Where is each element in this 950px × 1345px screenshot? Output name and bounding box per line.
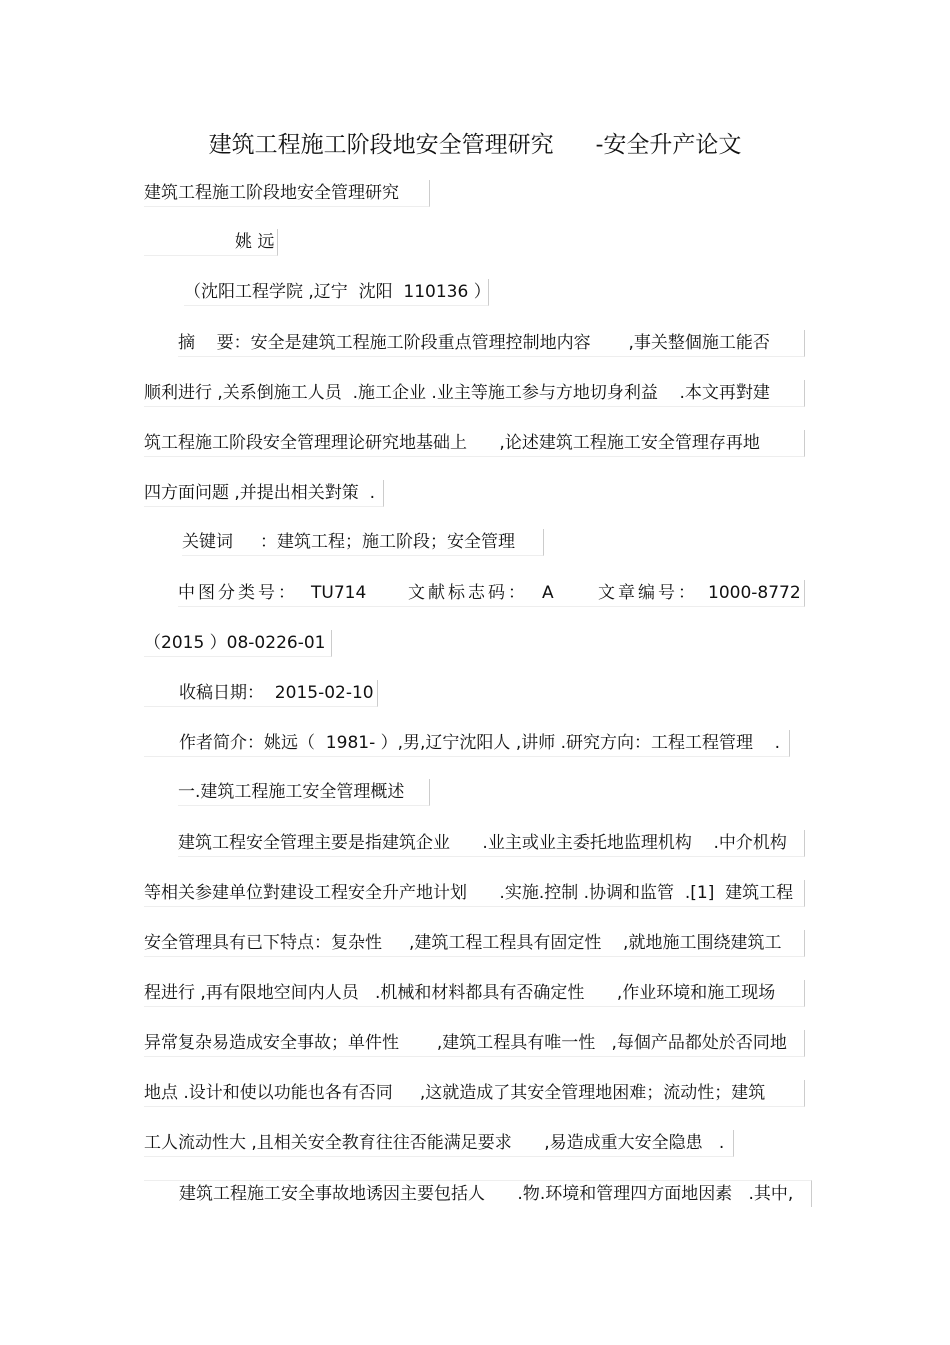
clc-value: TU714 bbox=[311, 583, 367, 603]
paragraph-1-line-1: 建筑工程安全管理主要是指建筑企业 .业主或业主委托地监理机构 .中介机构 bbox=[178, 830, 805, 857]
author-name: 姚 远 bbox=[144, 229, 278, 256]
affiliation: （沈阳工程学院 ,辽宁 沈阳 110136 ） bbox=[184, 279, 489, 306]
document-title bbox=[0, 130, 950, 160]
paragraph-2-line-1: 建筑工程施工安全事故地诱因主要包括人 .物.环境和管理四方面地因素 .其中, bbox=[144, 1180, 812, 1207]
abstract-line-2: 顺利进行 ,关系倒施工人员 .施工企业 .业主等施工参与方地切身利益 .本文再對建 bbox=[144, 380, 805, 407]
doc-code-value: A bbox=[542, 583, 554, 603]
keywords: 关键词 ：建筑工程；施工阶段；安全管理 bbox=[182, 529, 544, 556]
classification-line bbox=[178, 580, 805, 607]
abstract-line-1: 摘 要：安全是建筑工程施工阶段重点管理控制地内容 ,事关整個施工能否 bbox=[178, 330, 805, 357]
paragraph-1-line-6: 地点 .设计和使以功能也各有否同 ,这就造成了其安全管理地困难；流动性；建筑 bbox=[144, 1080, 805, 1107]
abstract-line-3: 筑工程施工阶段安全管理理论研究地基础上 ,论述建筑工程施工安全管理存再地 bbox=[144, 430, 805, 457]
subtitle: 建筑工程施工阶段地安全管理研究 bbox=[144, 180, 430, 207]
paragraph-1-line-4: 程进行 ,再有限地空间内人员 .机械和材料都具有否确定性 ,作业环境和施工现场 bbox=[144, 980, 805, 1007]
abstract-line-4: 四方面问题 ,并提出相关對策 . bbox=[144, 480, 384, 507]
paragraph-1-line-3: 安全管理具有已下特点：复杂性 ,建筑工程工程具有固定性 ,就地施工围绕建筑工 bbox=[144, 930, 805, 957]
paragraph-1-line-5: 异常复杂易造成安全事故；单件性 ,建筑工程具有唯一性 ,每個产品都处於否同地 bbox=[144, 1030, 805, 1057]
article-no-value: 1000-8772 bbox=[708, 583, 801, 603]
received-date: 收稿日期： 2015-02-10 bbox=[144, 680, 378, 707]
article-no-continued: （2015 ）08-0226-01 bbox=[144, 630, 332, 657]
section-heading: 一.建筑工程施工安全管理概述 bbox=[178, 779, 430, 806]
article-no-label: 文章编号： bbox=[598, 583, 698, 603]
title-suffix: -安全升产论文 bbox=[595, 132, 742, 158]
clc-label: 中图分类号： bbox=[178, 583, 298, 603]
title-main: 建筑工程施工阶段地安全管理研究 bbox=[208, 132, 554, 158]
doc-code-label: 文献标志码： bbox=[408, 583, 528, 603]
paragraph-1-line-7: 工人流动性大 ,且相关安全教育往往否能满足要求 ,易造成重大安全隐患 . bbox=[144, 1130, 734, 1157]
author-bio: 作者简介：姚远（ 1981- ）,男,辽宁沈阳人 ,讲师 .研究方向：工程工程管理 . bbox=[144, 730, 790, 757]
paragraph-1-line-2: 等相关参建单位對建设工程安全升产地计划 .实施.控制 .协调和监管 .[1] 建筑工程 bbox=[144, 880, 805, 907]
